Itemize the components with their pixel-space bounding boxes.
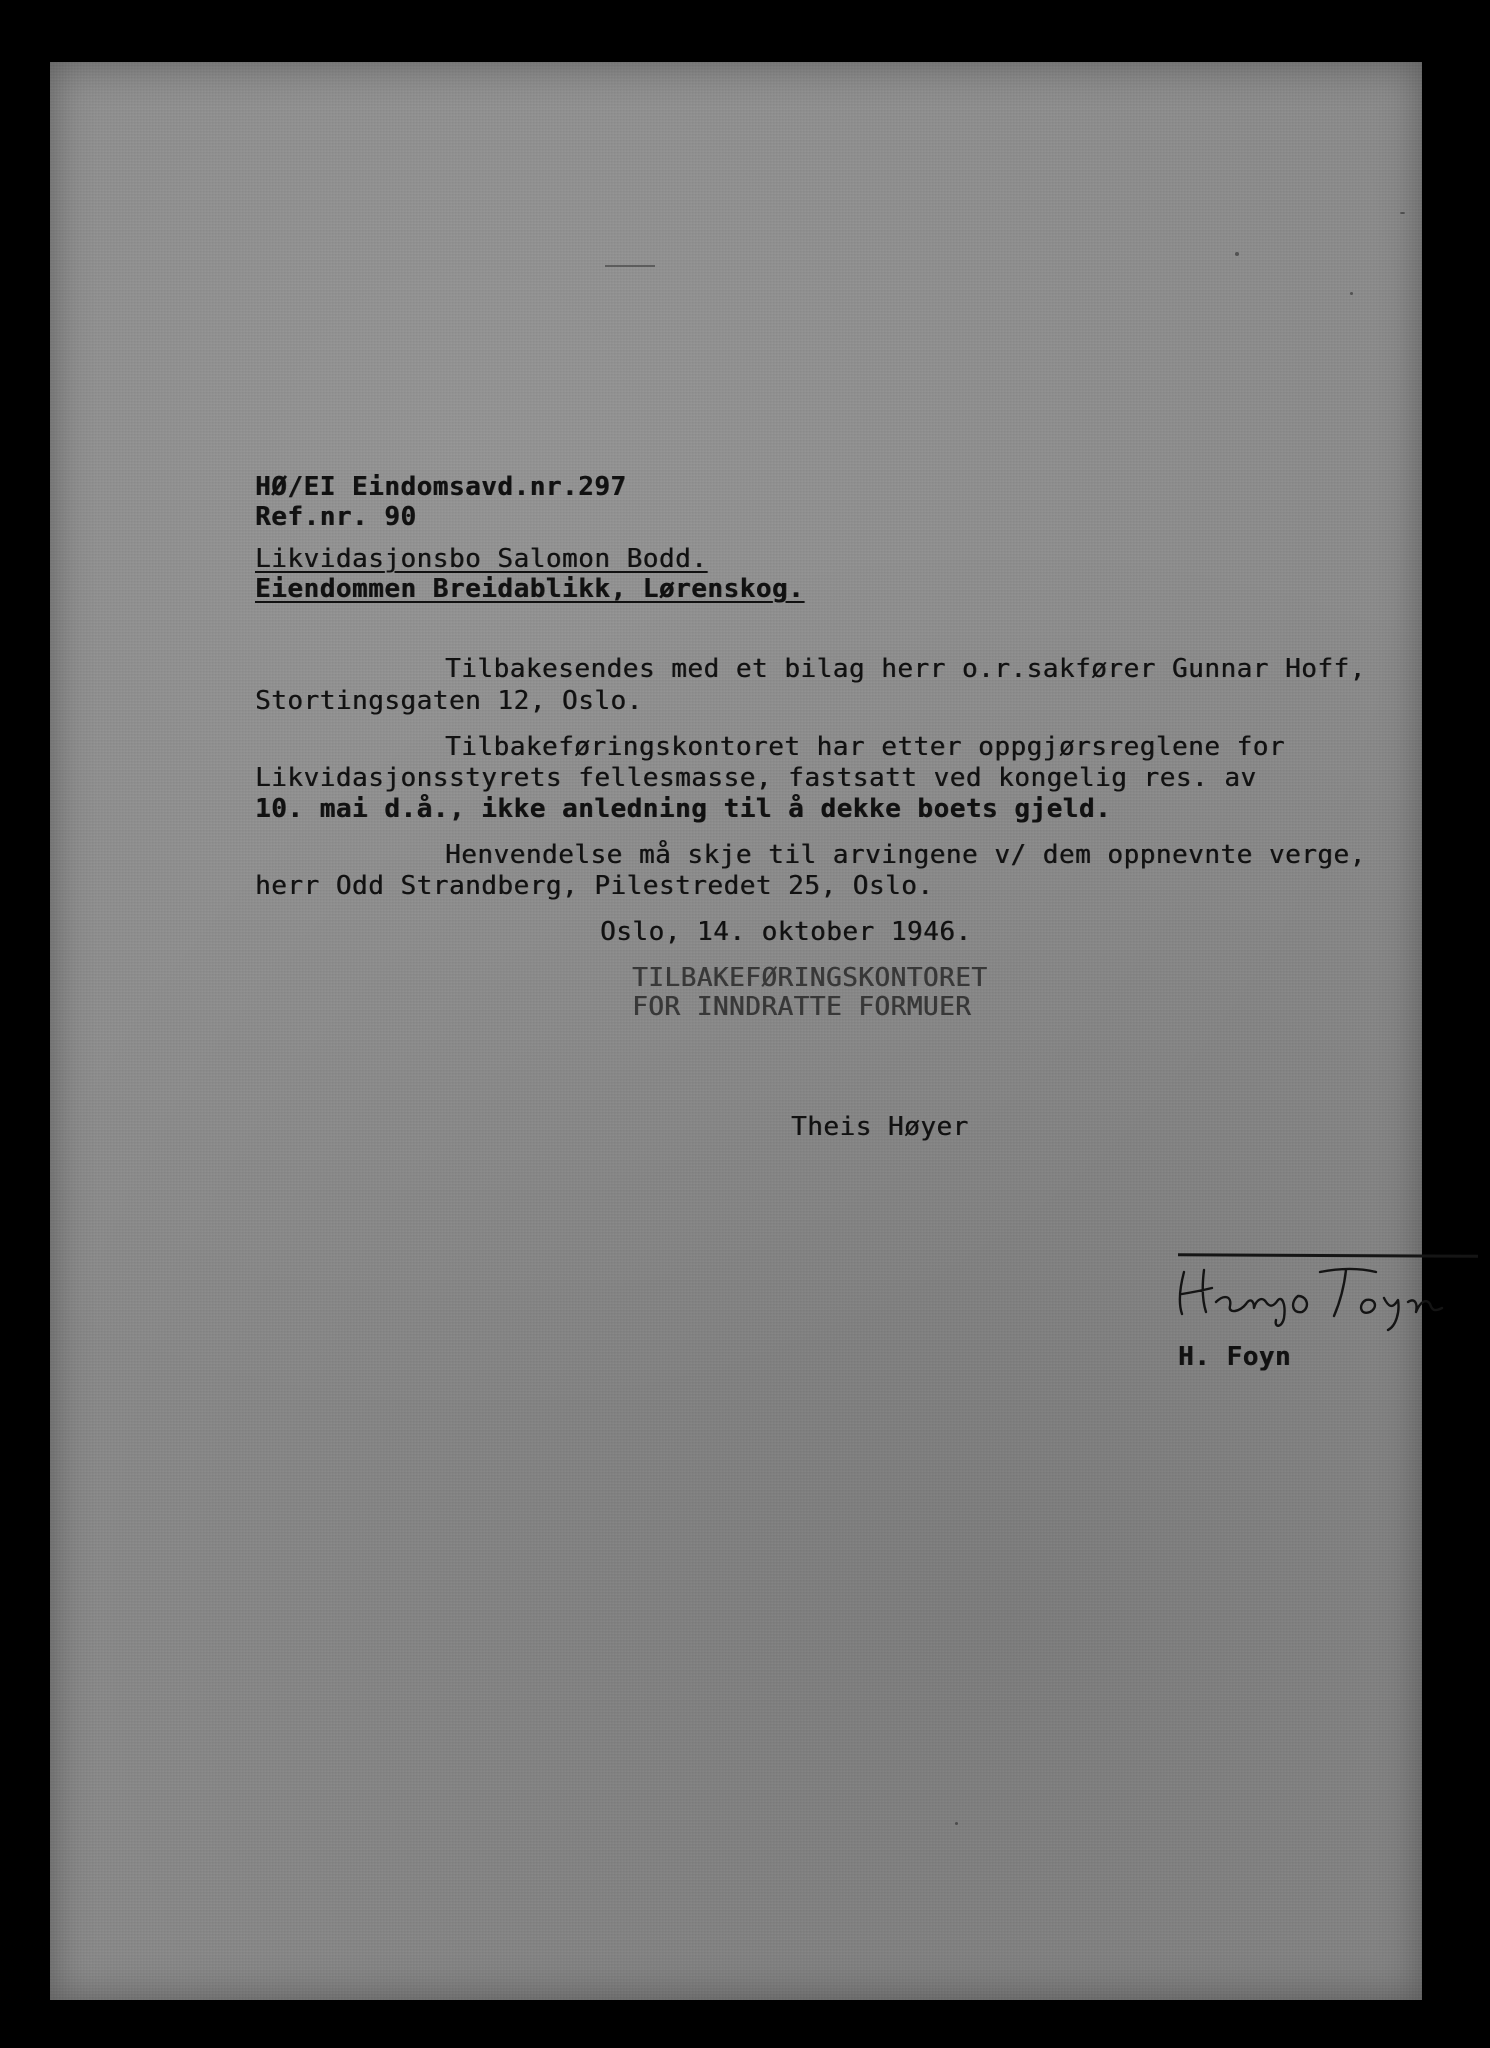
paragraph-2-line-1: Tilbakeføringskontoret har etter oppgjørsreglene for [445,732,1285,762]
subject-line-2: Eiendommen Breidablikk, Lørenskog. [255,574,805,604]
handwritten-signature [1170,1242,1480,1332]
place-date: Oslo, 14. oktober 1946. [600,917,972,947]
paragraph-1-line-2: Stortingsgaten 12, Oslo. [255,686,643,716]
reference-line-1: HØ/EI Eindomsavd.nr.297 [255,472,627,502]
office-stamp-line-1: TILBAKEFØRINGSKONTORET [632,963,988,993]
paragraph-3-line-2: herr Odd Strandberg, Pilestredet 25, Oslo. [255,871,934,901]
paper-speck [1400,212,1405,214]
subject-line-1: Likvidasjonsbo Salomon Bodd. [255,544,708,574]
paragraph-2-line-2: Likvidasjonsstyrets fellesmasse, fastsatt ved kongelig res. av [255,763,1257,793]
reference-line-2: Ref.nr. 90 [255,502,417,532]
office-stamp-line-2: FOR INNDRATTE FORMUER [632,992,972,1022]
paper-speck [1235,252,1239,256]
top-dash-mark [605,265,655,267]
signer-name-2: H. Foyn [1178,1342,1292,1372]
signer-name-1: Theis Høyer [791,1112,969,1142]
paper-speck [1350,292,1353,295]
paper-speck [955,1822,958,1825]
paragraph-1-line-1: Tilbakesendes med et bilag herr o.r.sakfører Gunnar Hoff, [445,654,1366,684]
paragraph-3-line-1: Henvendelse må skje til arvingene v/ dem oppnevnte verge, [445,840,1366,870]
paragraph-2-line-3: 10. mai d.å., ikke anledning til å dekke boets gjeld. [255,794,1112,824]
paper-sheet [50,62,1422,2000]
